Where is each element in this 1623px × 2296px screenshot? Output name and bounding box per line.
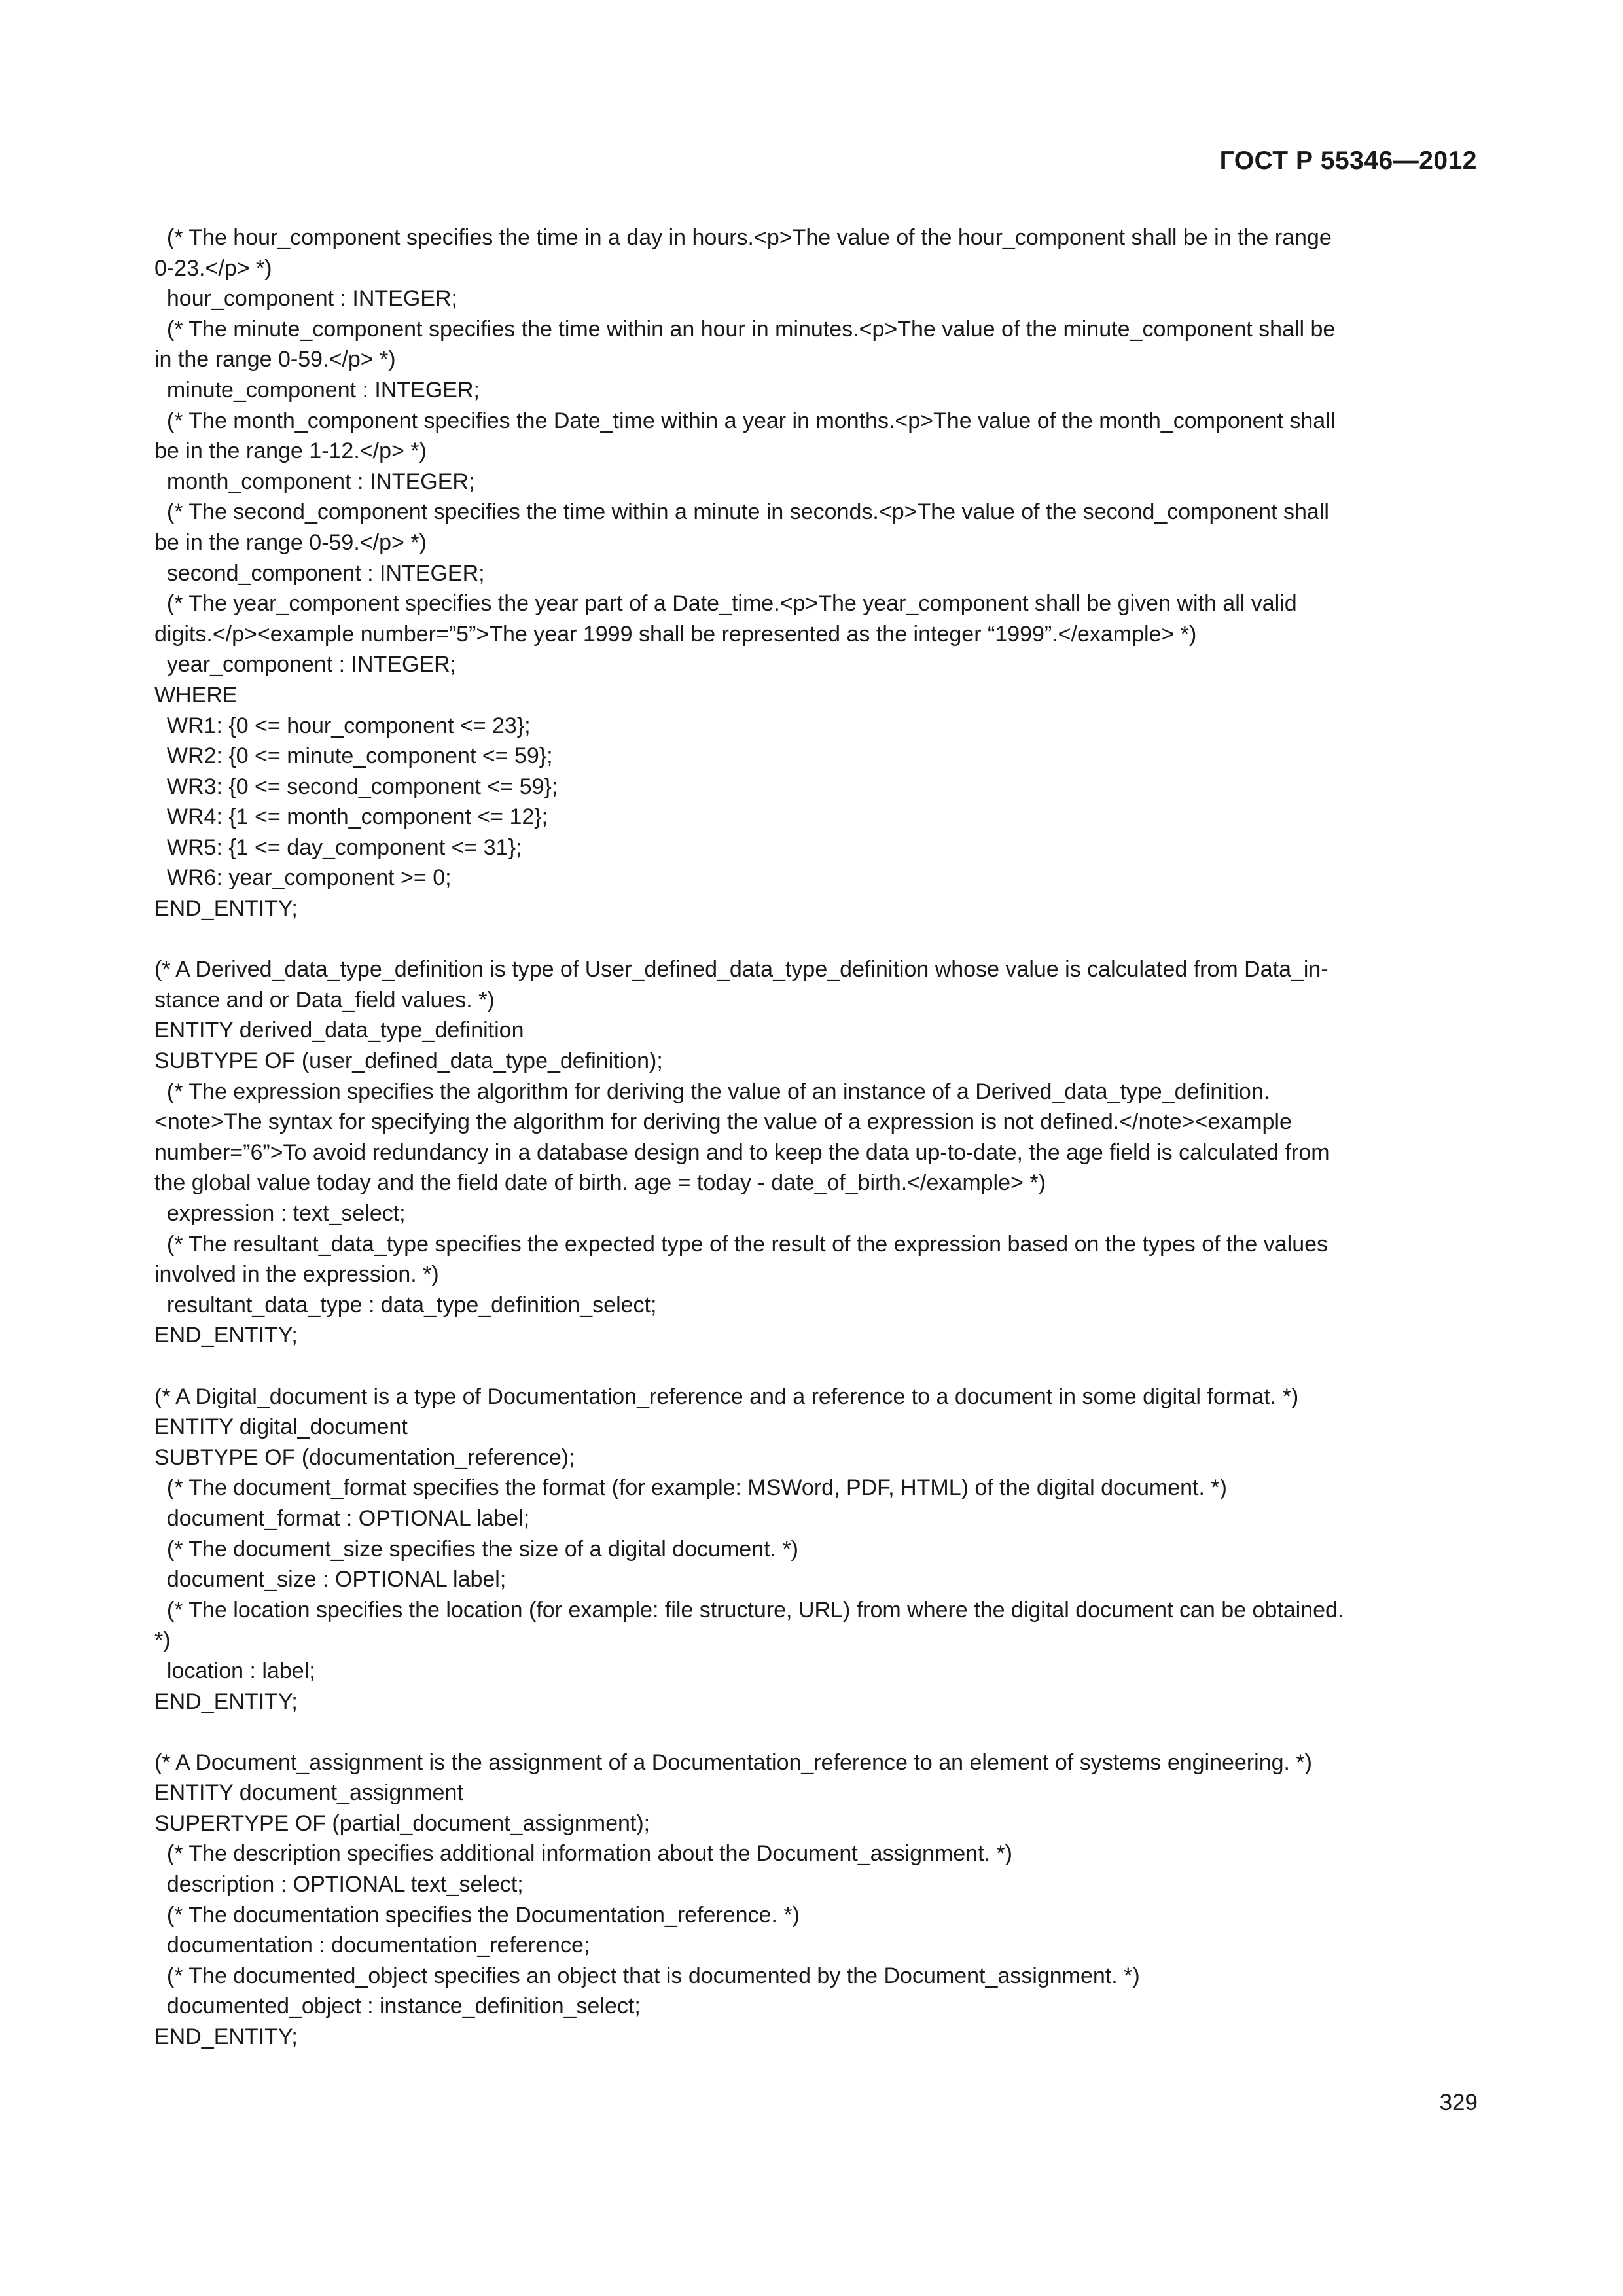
text-line: ENTITY digital_document [154,1414,408,1440]
text-line: (* The location specifies the location (for example: file structure, URL) from where the digital document can be obtained. [154,1597,1344,1623]
text-line: WR4: {1 <= month_component <= 12}; [154,804,548,830]
text-line: (* A Digital_document is a type of Documentation_reference and a reference to a document in some digital format. *) [154,1384,1299,1409]
document-number-header: ГОСТ Р 55346—2012 [1219,147,1477,175]
blank-line [154,1717,1470,1748]
text-line: (* The expression specifies the algorithm for deriving the value of an instance of a Derived_data_type_definition. [154,1079,1270,1104]
text-line: ENTITY derived_data_type_definition [154,1018,524,1043]
text-line: (* The description specifies additional information about the Document_assignment. *) [154,1841,1012,1867]
text-line: digits.</p><example number=”5”>The year 1999 shall be represented as the integer “1999”.</example> *) [154,621,1197,647]
text-line: resultant_data_type : data_type_definition_select; [154,1292,657,1318]
text-line: minute_component : INTEGER; [154,377,480,403]
text-line: be in the range 1-12.</p> *) [154,439,427,464]
text-line: (* The documented_object specifies an object that is documented by the Document_assignment. *) [154,1963,1140,1988]
text-line: (* The documentation specifies the Documentation_reference. *) [154,1902,800,1928]
text-line: WR5: {1 <= day_component <= 31}; [154,834,522,860]
text-line: hour_component : INTEGER; [154,286,457,312]
text-line: WR1: {0 <= hour_component <= 23}; [154,713,531,738]
text-line: (* The document_size specifies the size of a digital document. *) [154,1536,798,1562]
text-line: document_format : OPTIONAL label; [154,1505,530,1531]
text-line: location : label; [154,1658,315,1683]
text-line: SUBTYPE OF (documentation_reference); [154,1444,575,1470]
page-number: 329 [1439,2090,1478,2115]
text-line: (* A Document_assignment is the assignment of a Documentation_reference to an element of systems engineering. *) [154,1749,1312,1775]
blank-line [154,924,1470,955]
text-line: WHERE [154,682,238,708]
text-line: WR6: year_component >= 0; [154,865,452,891]
text-line: WR2: {0 <= minute_component <= 59}; [154,744,553,769]
text-line: stance and or Data_field values. *) [154,987,495,1013]
text-line: description : OPTIONAL text_select; [154,1872,524,1897]
text-line: document_size : OPTIONAL label; [154,1567,507,1592]
text-line: (* The minute_component specifies the time within an hour in minutes.<p>The value of the minute_component shall be [154,316,1336,342]
text-line: year_component : INTEGER; [154,652,457,677]
text-line: (* A Derived_data_type_definition is type of User_defined_data_type_definition whose value is calculated from Data_in- [154,957,1329,982]
text-line: SUBTYPE OF (user_defined_data_type_definition); [154,1049,663,1074]
text-line: SUPERTYPE OF (partial_document_assignment); [154,1810,651,1836]
text-line: (* The second_component specifies the time within a minute in seconds.<p>The value of the second_component shall [154,499,1329,525]
text-line: month_component : INTEGER; [154,469,475,494]
text-line: (* The month_component specifies the Date_time within a year in months.<p>The value of the month_component shall [154,408,1336,433]
text-line: END_ENTITY; [154,1323,298,1348]
text-line: documented_object : instance_definition_select; [154,1994,641,2019]
text-line: documentation : documentation_reference; [154,1933,590,1958]
text-line: number=”6”>To avoid redundancy in a database design and to keep the data up-to-date, the age field is calculated from [154,1139,1330,1165]
text-line: (* The year_component specifies the year part of a Date_time.<p>The year_component shall be given with all valid [154,591,1297,617]
text-line: <note>The syntax for specifying the algorithm for deriving the value of a expression is not defined.</note><example [154,1109,1292,1135]
text-line: ENTITY document_assignment [154,1780,463,1806]
text-line: END_ENTITY; [154,896,298,922]
text-line: expression : text_select; [154,1201,406,1226]
text-line: second_component : INTEGER; [154,560,485,586]
text-line: in the range 0-59.</p> *) [154,347,396,372]
text-line: END_ENTITY; [154,2024,298,2050]
text-line: (* The document_format specifies the format (for example: MSWord, PDF, HTML) of the digital document. *) [154,1475,1227,1501]
text-line: be in the range 0-59.</p> *) [154,529,427,555]
text-line: involved in the expression. *) [154,1262,439,1287]
blank-line [154,1351,1470,1382]
text-line: (* The resultant_data_type specifies the expected type of the result of the expression based on the types of the values [154,1231,1329,1257]
text-line: END_ENTITY; [154,1689,298,1714]
text-line: the global value today and the field date of birth. age = today - date_of_birth.</example> *) [154,1170,1046,1196]
text-line: *) [154,1628,171,1653]
text-line: 0-23.</p> *) [154,255,272,281]
schema-text-block [154,223,1470,2053]
text-line: (* The hour_component specifies the time in a day in hours.<p>The value of the hour_component shall be in the range [154,225,1332,250]
text-line: WR3: {0 <= second_component <= 59}; [154,774,558,799]
